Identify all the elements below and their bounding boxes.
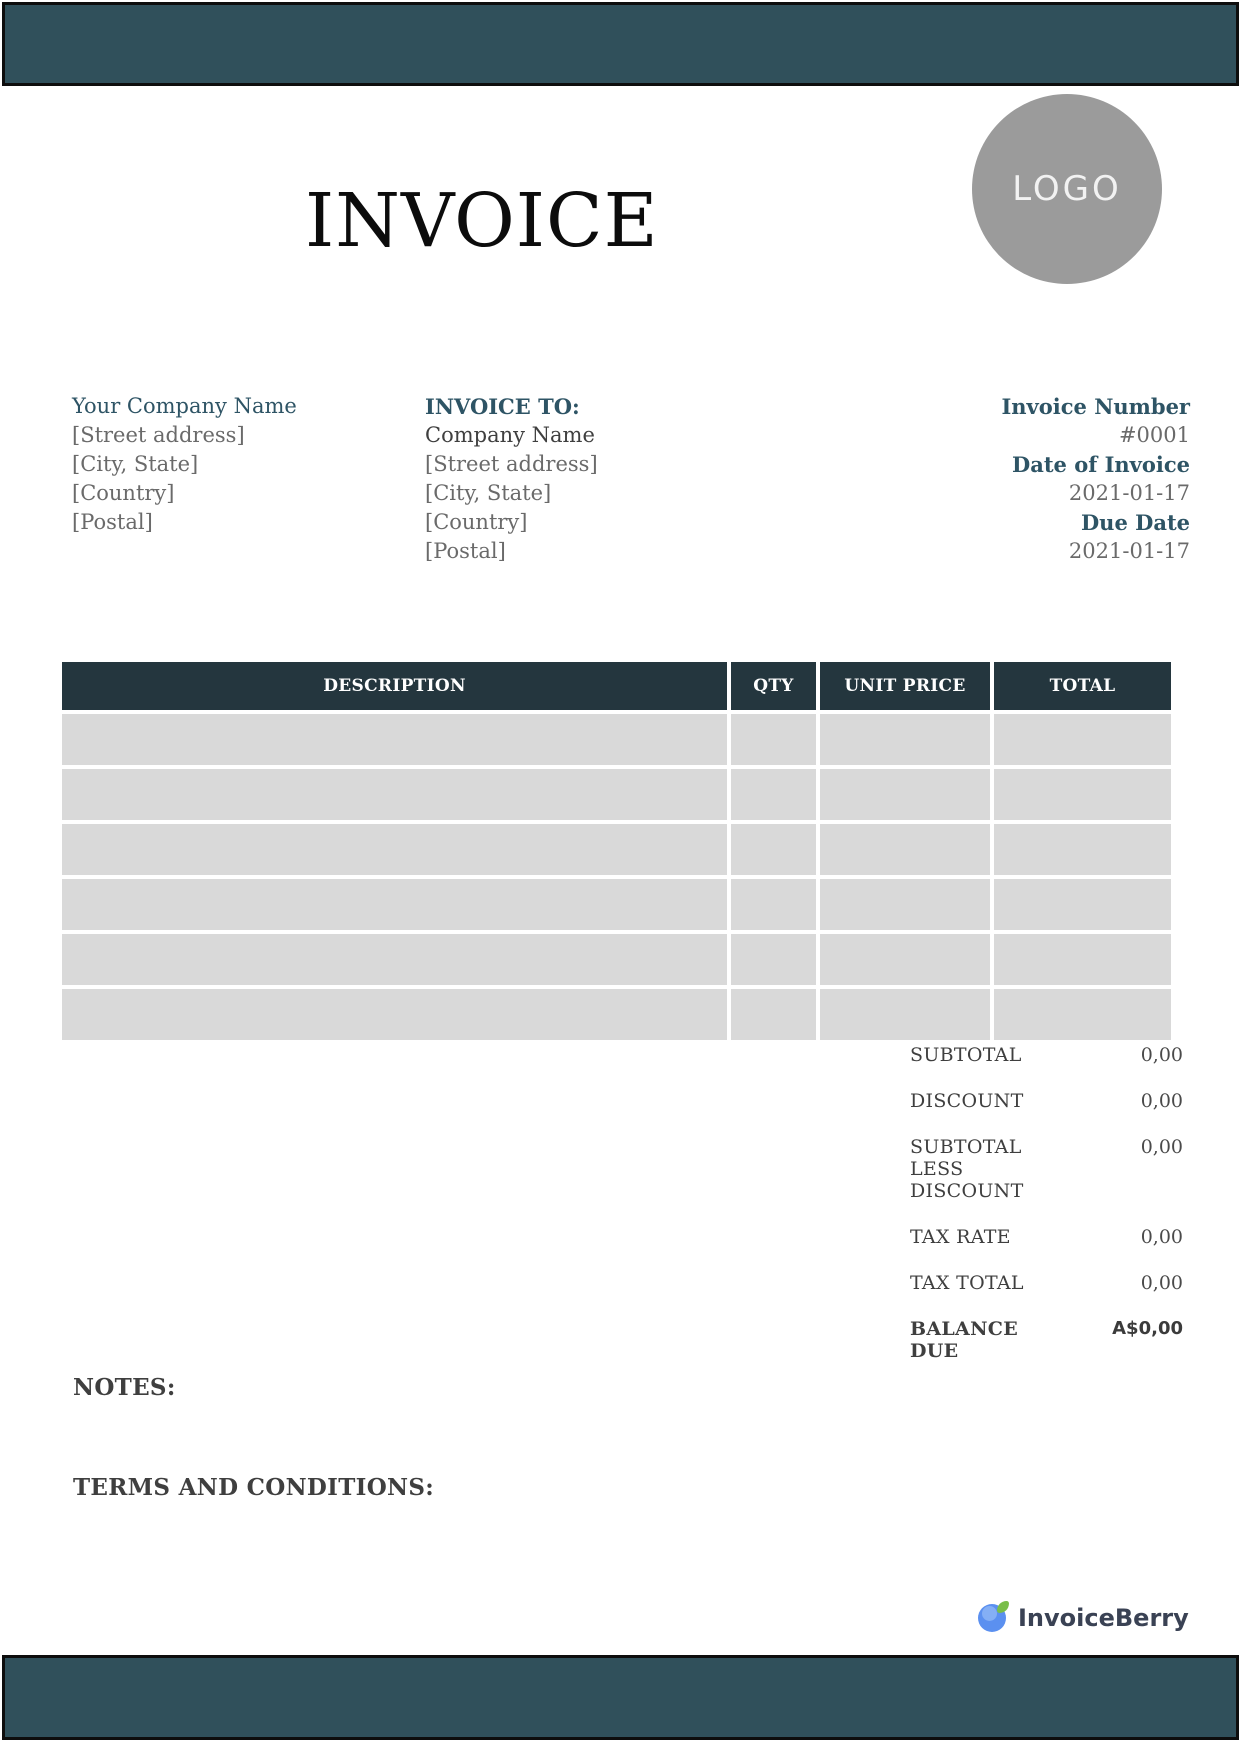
table-cell[interactable]: [731, 879, 816, 930]
table-cell[interactable]: [62, 879, 727, 930]
terms-heading: TERMS AND CONDITIONS:: [73, 1474, 435, 1501]
column-header-qty: QTY: [731, 662, 816, 710]
table-cell[interactable]: [62, 934, 727, 985]
table-cell[interactable]: [994, 934, 1171, 985]
tax-rate-value: 0,00: [1140, 1226, 1183, 1248]
company-street: [Street address]: [72, 423, 245, 447]
company-info-block: [72, 392, 297, 537]
company-name: Your Company Name: [72, 394, 297, 418]
subtotal-row: [910, 1044, 1183, 1066]
table-cell[interactable]: [731, 934, 816, 985]
bottom-accent-bar: [2, 1655, 1239, 1740]
subtotal-less-discount-value: 0,00: [1140, 1136, 1183, 1158]
discount-value: 0,00: [1140, 1090, 1183, 1112]
table-cell[interactable]: [994, 989, 1171, 1040]
line-items-table: [62, 662, 1171, 1040]
table-cell[interactable]: [820, 934, 990, 985]
subtotal-value: 0,00: [1140, 1044, 1183, 1066]
table-cell[interactable]: [62, 714, 727, 765]
column-header-unit-price: UNIT PRICE: [820, 662, 990, 710]
column-header-description: DESCRIPTION: [62, 662, 727, 710]
logo-placeholder-label: LOGO: [1012, 169, 1122, 209]
balance-due-label: BALANCE DUE: [910, 1318, 1018, 1362]
table-cell[interactable]: [62, 769, 727, 820]
notes-heading: NOTES:: [73, 1374, 176, 1401]
tax-total-row: [910, 1272, 1183, 1294]
tax-rate-label: TAX RATE: [910, 1226, 1011, 1248]
invoice-to-city-state: [City, State]: [425, 481, 552, 505]
table-cell[interactable]: [994, 879, 1171, 930]
tax-rate-row: [910, 1226, 1183, 1248]
table-cell[interactable]: [731, 769, 816, 820]
table-cell[interactable]: [820, 714, 990, 765]
discount-label: DISCOUNT: [910, 1090, 1024, 1112]
company-postal: [Postal]: [72, 510, 153, 534]
invoice-to-heading: INVOICE TO:: [425, 394, 580, 419]
table-cell[interactable]: [820, 769, 990, 820]
balance-due-row: [910, 1318, 1183, 1362]
totals-block: [910, 1044, 1183, 1386]
leaf-icon: [997, 1601, 1009, 1613]
tax-total-label: TAX TOTAL: [910, 1272, 1024, 1294]
subtotal-label: SUBTOTAL: [910, 1044, 1022, 1066]
tax-total-value: 0,00: [1140, 1272, 1183, 1294]
table-cell[interactable]: [994, 714, 1171, 765]
table-cell[interactable]: [62, 989, 727, 1040]
invoiceberry-brand[interactable]: [978, 1603, 1189, 1632]
invoice-meta-block: [1001, 392, 1190, 566]
brand-name: InvoiceBerry: [1018, 1603, 1189, 1632]
table-cell[interactable]: [731, 714, 816, 765]
table-cell[interactable]: [820, 879, 990, 930]
discount-row: [910, 1090, 1183, 1112]
table-cell[interactable]: [820, 989, 990, 1040]
invoice-date-value: 2021-01-17: [1068, 481, 1190, 505]
top-accent-bar: [2, 2, 1239, 86]
invoice-to-block: [425, 392, 598, 566]
due-date-value: 2021-01-17: [1068, 539, 1190, 563]
invoice-to-street: [Street address]: [425, 452, 598, 476]
column-header-total: TOTAL: [994, 662, 1171, 710]
company-country: [Country]: [72, 481, 175, 505]
logo-placeholder[interactable]: [972, 94, 1162, 284]
subtotal-less-discount-label: SUBTOTAL LESS DISCOUNT: [910, 1136, 1024, 1202]
company-city-state: [City, State]: [72, 452, 199, 476]
table-cell[interactable]: [994, 769, 1171, 820]
invoice-date-label: Date of Invoice: [1012, 452, 1190, 477]
page-title: INVOICE: [305, 178, 659, 264]
invoice-to-postal: [Postal]: [425, 539, 506, 563]
invoice-to-company: Company Name: [425, 423, 595, 447]
table-cell[interactable]: [820, 824, 990, 875]
table-cell[interactable]: [731, 989, 816, 1040]
invoice-number-value: #0001: [1118, 423, 1190, 447]
invoice-number-label: Invoice Number: [1001, 394, 1190, 419]
blueberry-icon: [978, 1603, 1007, 1632]
invoice-to-country: [Country]: [425, 510, 528, 534]
subtotal-less-discount-row: [910, 1136, 1183, 1202]
balance-due-value: A$0,00: [1112, 1318, 1183, 1339]
table-cell[interactable]: [731, 824, 816, 875]
due-date-label: Due Date: [1080, 510, 1190, 535]
table-cell[interactable]: [994, 824, 1171, 875]
table-cell[interactable]: [62, 824, 727, 875]
